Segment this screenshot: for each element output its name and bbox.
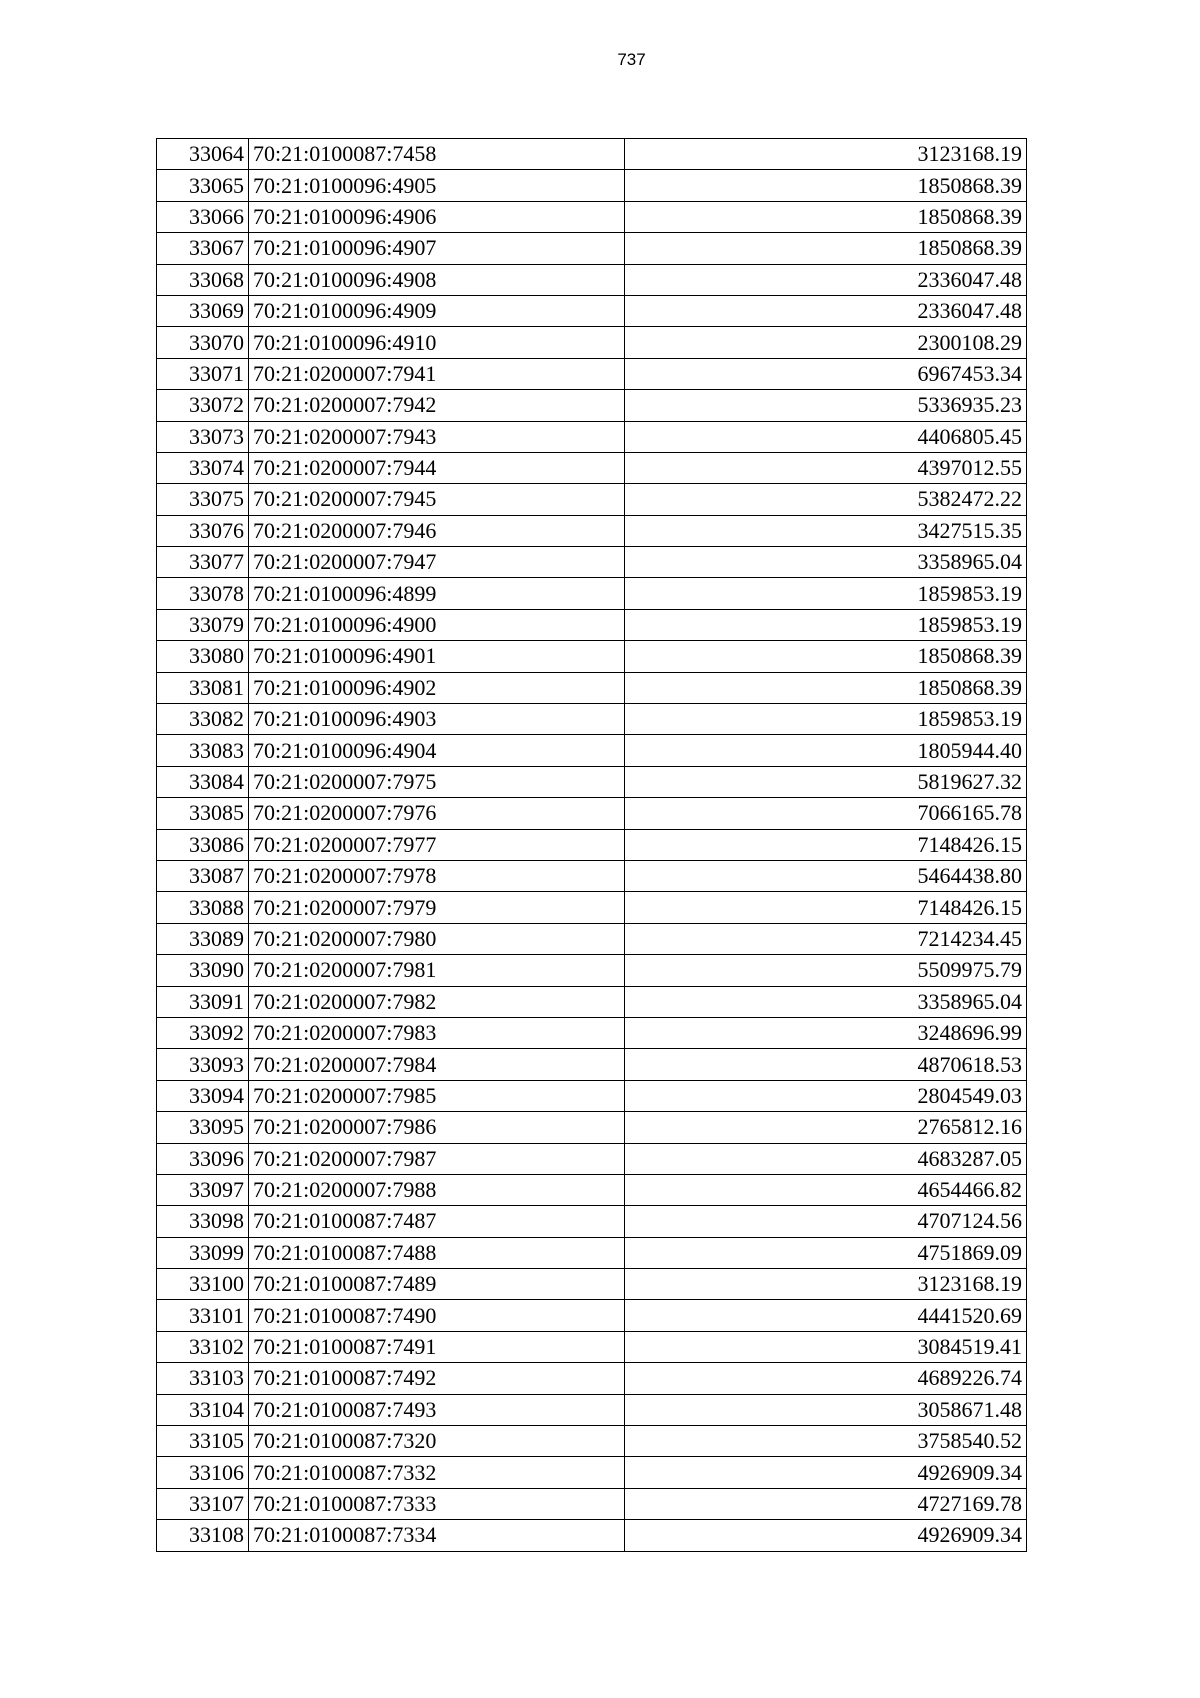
cadastral-value-cell: 4397012.55 xyxy=(625,452,1027,483)
row-number-cell: 33071 xyxy=(157,358,249,389)
cadastral-number-cell: 70:21:0200007:7981 xyxy=(249,955,625,986)
row-number-cell: 33100 xyxy=(157,1269,249,1300)
cadastral-value-cell: 4406805.45 xyxy=(625,421,1027,452)
table-row xyxy=(157,1206,1027,1237)
row-number-cell: 33074 xyxy=(157,452,249,483)
cadastral-value-cell: 4441520.69 xyxy=(625,1300,1027,1331)
table-row xyxy=(157,1394,1027,1425)
cadastral-number-cell: 70:21:0100096:4903 xyxy=(249,704,625,735)
row-number-cell: 33093 xyxy=(157,1049,249,1080)
cadastral-value-cell: 3248696.99 xyxy=(625,1017,1027,1048)
cadastral-value-cell: 7066165.78 xyxy=(625,798,1027,829)
row-number-cell: 33065 xyxy=(157,170,249,201)
cadastral-number-cell: 70:21:0100096:4909 xyxy=(249,295,625,326)
cadastral-number-cell: 70:21:0200007:7943 xyxy=(249,421,625,452)
cadastral-number-cell: 70:21:0200007:7944 xyxy=(249,452,625,483)
cadastral-number-cell: 70:21:0200007:7975 xyxy=(249,766,625,797)
table-row xyxy=(157,264,1027,295)
row-number-cell: 33066 xyxy=(157,201,249,232)
table-row xyxy=(157,1112,1027,1143)
cadastral-value-cell: 6967453.34 xyxy=(625,358,1027,389)
page-number: 737 xyxy=(617,50,646,69)
cadastral-value-cell: 4926909.34 xyxy=(625,1520,1027,1551)
cadastral-number-cell: 70:21:0100087:7334 xyxy=(249,1520,625,1551)
row-number-cell: 33104 xyxy=(157,1394,249,1425)
row-number-cell: 33096 xyxy=(157,1143,249,1174)
cadastral-number-cell: 70:21:0100096:4908 xyxy=(249,264,625,295)
cadastral-value-cell: 2804549.03 xyxy=(625,1080,1027,1111)
cadastral-value-cell: 4707124.56 xyxy=(625,1206,1027,1237)
cadastral-value-cell: 4926909.34 xyxy=(625,1457,1027,1488)
cadastral-number-cell: 70:21:0100096:4906 xyxy=(249,201,625,232)
cadastral-value-cell: 2765812.16 xyxy=(625,1112,1027,1143)
cadastral-number-cell: 70:21:0100087:7493 xyxy=(249,1394,625,1425)
table-row xyxy=(157,139,1027,170)
cadastral-number-cell: 70:21:0100087:7490 xyxy=(249,1300,625,1331)
row-number-cell: 33101 xyxy=(157,1300,249,1331)
cadastral-number-cell: 70:21:0100087:7491 xyxy=(249,1331,625,1362)
table-row xyxy=(157,609,1027,640)
row-number-cell: 33077 xyxy=(157,547,249,578)
cadastral-value-cell: 3758540.52 xyxy=(625,1426,1027,1457)
table-row xyxy=(157,829,1027,860)
cadastral-value-cell: 2300108.29 xyxy=(625,327,1027,358)
row-number-cell: 33108 xyxy=(157,1520,249,1551)
cadastral-number-cell: 70:21:0200007:7945 xyxy=(249,484,625,515)
cadastral-value-cell: 1850868.39 xyxy=(625,233,1027,264)
table-row xyxy=(157,1363,1027,1394)
table-row xyxy=(157,1049,1027,1080)
cadastral-value-cell: 4751869.09 xyxy=(625,1237,1027,1268)
row-number-cell: 33069 xyxy=(157,295,249,326)
cadastral-value-cell: 1859853.19 xyxy=(625,578,1027,609)
cadastral-value-cell: 4683287.05 xyxy=(625,1143,1027,1174)
table-row xyxy=(157,986,1027,1017)
table-row xyxy=(157,421,1027,452)
row-number-cell: 33098 xyxy=(157,1206,249,1237)
cadastral-number-cell: 70:21:0100087:7488 xyxy=(249,1237,625,1268)
row-number-cell: 33089 xyxy=(157,923,249,954)
row-number-cell: 33067 xyxy=(157,233,249,264)
table-row xyxy=(157,233,1027,264)
table-row xyxy=(157,704,1027,735)
row-number-cell: 33099 xyxy=(157,1237,249,1268)
row-number-cell: 33091 xyxy=(157,986,249,1017)
cadastral-value-cell: 5509975.79 xyxy=(625,955,1027,986)
table-row xyxy=(157,201,1027,232)
cadastral-value-table xyxy=(156,138,1027,1552)
cadastral-number-cell: 70:21:0100087:7458 xyxy=(249,139,625,170)
table-row xyxy=(157,1017,1027,1048)
table-body xyxy=(157,139,1027,1552)
cadastral-value-cell: 1850868.39 xyxy=(625,672,1027,703)
cadastral-value-cell: 3427515.35 xyxy=(625,515,1027,546)
table-row xyxy=(157,955,1027,986)
cadastral-value-cell: 3084519.41 xyxy=(625,1331,1027,1362)
table-row xyxy=(157,547,1027,578)
table-row xyxy=(157,672,1027,703)
table-row xyxy=(157,1174,1027,1205)
cadastral-number-cell: 70:21:0200007:7982 xyxy=(249,986,625,1017)
cadastral-number-cell: 70:21:0200007:7976 xyxy=(249,798,625,829)
cadastral-number-cell: 70:21:0100087:7487 xyxy=(249,1206,625,1237)
row-number-cell: 33086 xyxy=(157,829,249,860)
row-number-cell: 33081 xyxy=(157,672,249,703)
cadastral-value-cell: 4727169.78 xyxy=(625,1488,1027,1519)
cadastral-value-cell: 5336935.23 xyxy=(625,390,1027,421)
cadastral-value-cell: 4870618.53 xyxy=(625,1049,1027,1080)
table-row xyxy=(157,578,1027,609)
table-row xyxy=(157,170,1027,201)
cadastral-number-cell: 70:21:0100096:4901 xyxy=(249,641,625,672)
cadastral-value-cell: 1850868.39 xyxy=(625,201,1027,232)
cadastral-value-cell: 7148426.15 xyxy=(625,892,1027,923)
cadastral-number-cell: 70:21:0200007:7977 xyxy=(249,829,625,860)
cadastral-value-cell: 3058671.48 xyxy=(625,1394,1027,1425)
cadastral-number-cell: 70:21:0100096:4910 xyxy=(249,327,625,358)
row-number-cell: 33097 xyxy=(157,1174,249,1205)
row-number-cell: 33068 xyxy=(157,264,249,295)
table-row xyxy=(157,1457,1027,1488)
cadastral-number-cell: 70:21:0200007:7947 xyxy=(249,547,625,578)
cadastral-number-cell: 70:21:0100087:7489 xyxy=(249,1269,625,1300)
row-number-cell: 33080 xyxy=(157,641,249,672)
cadastral-number-cell: 70:21:0200007:7942 xyxy=(249,390,625,421)
table-row xyxy=(157,766,1027,797)
row-number-cell: 33094 xyxy=(157,1080,249,1111)
row-number-cell: 33103 xyxy=(157,1363,249,1394)
row-number-cell: 33085 xyxy=(157,798,249,829)
row-number-cell: 33107 xyxy=(157,1488,249,1519)
cadastral-number-cell: 70:21:0200007:7980 xyxy=(249,923,625,954)
cadastral-number-cell: 70:21:0100096:4904 xyxy=(249,735,625,766)
row-number-cell: 33087 xyxy=(157,860,249,891)
cadastral-number-cell: 70:21:0100096:4905 xyxy=(249,170,625,201)
table-row xyxy=(157,1300,1027,1331)
table-row xyxy=(157,327,1027,358)
cadastral-number-cell: 70:21:0200007:7988 xyxy=(249,1174,625,1205)
row-number-cell: 33070 xyxy=(157,327,249,358)
cadastral-number-cell: 70:21:0200007:7983 xyxy=(249,1017,625,1048)
row-number-cell: 33076 xyxy=(157,515,249,546)
cadastral-value-cell: 4654466.82 xyxy=(625,1174,1027,1205)
cadastral-value-cell: 1850868.39 xyxy=(625,641,1027,672)
cadastral-value-cell: 7214234.45 xyxy=(625,923,1027,954)
cadastral-value-cell: 3358965.04 xyxy=(625,547,1027,578)
table-row xyxy=(157,1520,1027,1551)
cadastral-number-cell: 70:21:0200007:7984 xyxy=(249,1049,625,1080)
cadastral-value-cell: 1805944.40 xyxy=(625,735,1027,766)
cadastral-number-cell: 70:21:0200007:7985 xyxy=(249,1080,625,1111)
cadastral-number-cell: 70:21:0200007:7946 xyxy=(249,515,625,546)
table-row xyxy=(157,1331,1027,1362)
row-number-cell: 33092 xyxy=(157,1017,249,1048)
cadastral-number-cell: 70:21:0100096:4899 xyxy=(249,578,625,609)
cadastral-number-cell: 70:21:0200007:7986 xyxy=(249,1112,625,1143)
cadastral-value-cell: 4689226.74 xyxy=(625,1363,1027,1394)
table-row xyxy=(157,452,1027,483)
row-number-cell: 33083 xyxy=(157,735,249,766)
cadastral-number-cell: 70:21:0100096:4907 xyxy=(249,233,625,264)
table-row xyxy=(157,735,1027,766)
table-row xyxy=(157,390,1027,421)
row-number-cell: 33095 xyxy=(157,1112,249,1143)
row-number-cell: 33084 xyxy=(157,766,249,797)
table-row xyxy=(157,641,1027,672)
table-row xyxy=(157,1143,1027,1174)
table-row xyxy=(157,484,1027,515)
row-number-cell: 33102 xyxy=(157,1331,249,1362)
cadastral-value-cell: 5464438.80 xyxy=(625,860,1027,891)
row-number-cell: 33073 xyxy=(157,421,249,452)
cadastral-value-cell: 1859853.19 xyxy=(625,609,1027,640)
cadastral-value-cell: 5819627.32 xyxy=(625,766,1027,797)
cadastral-value-cell: 2336047.48 xyxy=(625,264,1027,295)
cadastral-number-cell: 70:21:0100087:7492 xyxy=(249,1363,625,1394)
row-number-cell: 33082 xyxy=(157,704,249,735)
row-number-cell: 33105 xyxy=(157,1426,249,1457)
table-row xyxy=(157,1269,1027,1300)
table-row xyxy=(157,1080,1027,1111)
cadastral-number-cell: 70:21:0100096:4902 xyxy=(249,672,625,703)
cadastral-value-cell: 5382472.22 xyxy=(625,484,1027,515)
cadastral-value-cell: 3123168.19 xyxy=(625,139,1027,170)
cadastral-value-cell: 1850868.39 xyxy=(625,170,1027,201)
table-row xyxy=(157,860,1027,891)
table-row xyxy=(157,515,1027,546)
cadastral-number-cell: 70:21:0200007:7987 xyxy=(249,1143,625,1174)
cadastral-number-cell: 70:21:0200007:7978 xyxy=(249,860,625,891)
table-row xyxy=(157,892,1027,923)
cadastral-number-cell: 70:21:0100087:7332 xyxy=(249,1457,625,1488)
cadastral-number-cell: 70:21:0100096:4900 xyxy=(249,609,625,640)
cadastral-value-cell: 2336047.48 xyxy=(625,295,1027,326)
table-row xyxy=(157,1237,1027,1268)
table-row xyxy=(157,1488,1027,1519)
cadastral-value-cell: 3123168.19 xyxy=(625,1269,1027,1300)
table-row xyxy=(157,295,1027,326)
row-number-cell: 33079 xyxy=(157,609,249,640)
table-row xyxy=(157,923,1027,954)
table-row xyxy=(157,358,1027,389)
cadastral-number-cell: 70:21:0100087:7333 xyxy=(249,1488,625,1519)
cadastral-value-cell: 3358965.04 xyxy=(625,986,1027,1017)
row-number-cell: 33088 xyxy=(157,892,249,923)
row-number-cell: 33064 xyxy=(157,139,249,170)
table-row xyxy=(157,1426,1027,1457)
row-number-cell: 33075 xyxy=(157,484,249,515)
cadastral-value-cell: 7148426.15 xyxy=(625,829,1027,860)
cadastral-number-cell: 70:21:0100087:7320 xyxy=(249,1426,625,1457)
row-number-cell: 33078 xyxy=(157,578,249,609)
cadastral-value-cell: 1859853.19 xyxy=(625,704,1027,735)
table-row xyxy=(157,798,1027,829)
row-number-cell: 33072 xyxy=(157,390,249,421)
cadastral-number-cell: 70:21:0200007:7979 xyxy=(249,892,625,923)
cadastral-number-cell: 70:21:0200007:7941 xyxy=(249,358,625,389)
row-number-cell: 33106 xyxy=(157,1457,249,1488)
row-number-cell: 33090 xyxy=(157,955,249,986)
